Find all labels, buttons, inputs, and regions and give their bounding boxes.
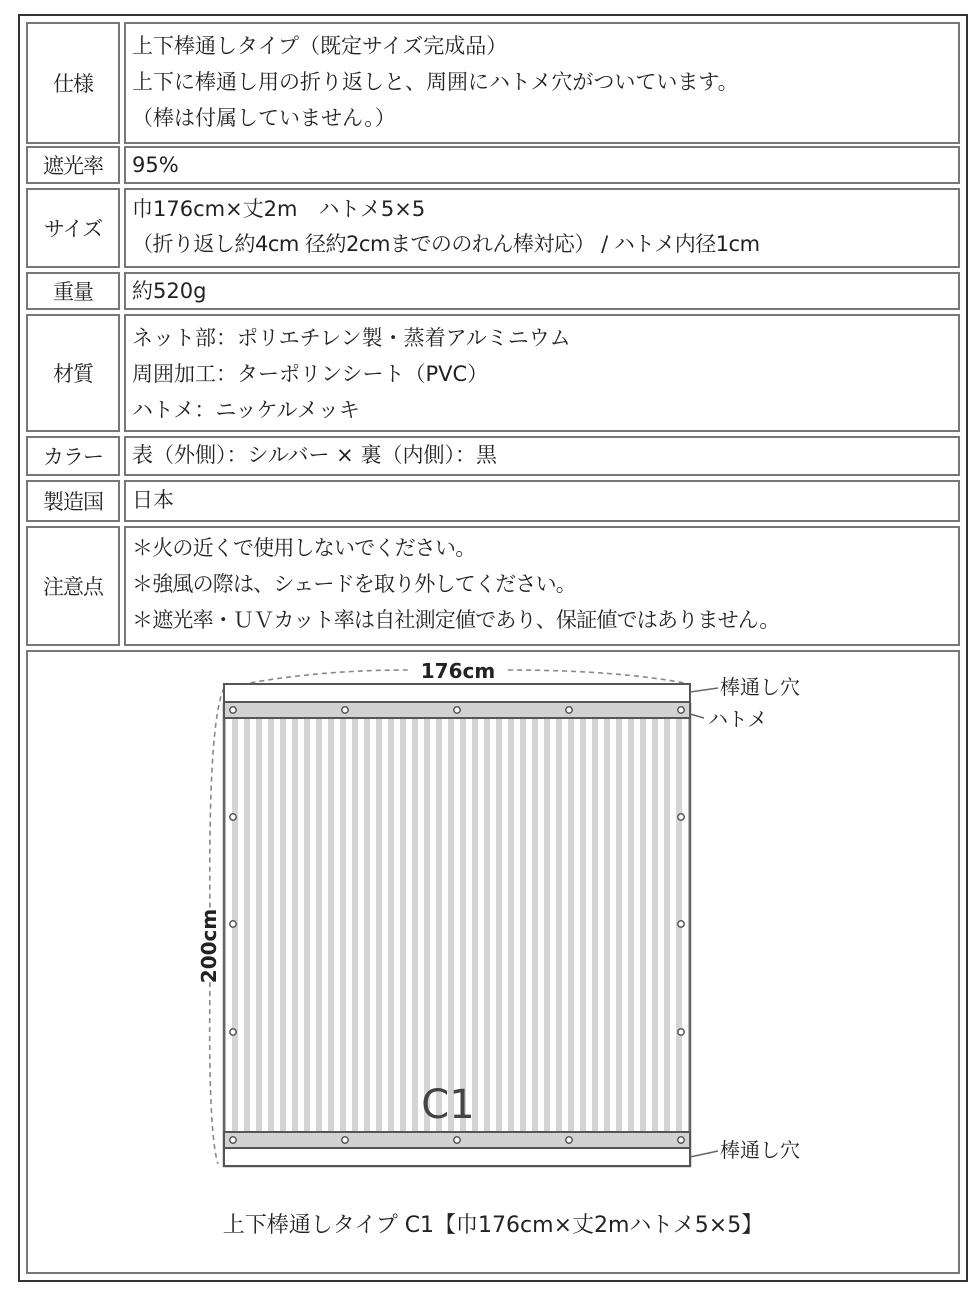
spec-table xyxy=(18,14,968,1282)
grommet xyxy=(454,1137,460,1143)
diagram-caption: 上下棒通しタイプ C1【巾176cm×丈2mハトメ5×5】 xyxy=(222,1213,764,1238)
grommet xyxy=(230,814,236,820)
bottom-rod-hem xyxy=(224,1148,690,1166)
grommet xyxy=(678,1029,684,1035)
value-line: ＊遮光率・ＵＶカット率は自社測定値であり、保証値ではありません。 xyxy=(132,608,780,632)
value-line: 上下棒通しタイプ（既定サイズ完成品） xyxy=(132,34,508,58)
grommet xyxy=(230,707,236,713)
callout-leader xyxy=(690,1151,718,1157)
grommet xyxy=(230,1137,236,1143)
top-rod-hem xyxy=(224,684,690,702)
value-line: 周囲加工：ターポリンシート（PVC） xyxy=(132,362,489,386)
value-line: ネット部：ポリエチレン製・蒸着アルミニウム xyxy=(132,326,571,350)
value-line: ＊火の近くで使用しないでください。 xyxy=(132,536,476,560)
grommet xyxy=(678,921,684,927)
spec-row-origin xyxy=(26,480,960,522)
spec-row-cautions xyxy=(26,526,960,646)
value-line: （折り返し約4cm 径約2cmまでののれん棒対応） / ハトメ内径1cm xyxy=(132,232,760,256)
row-header: 材質 xyxy=(26,314,120,432)
spec-row-size xyxy=(26,188,960,268)
grommet xyxy=(678,814,684,820)
spec-row-color xyxy=(26,436,960,476)
row-value xyxy=(124,314,960,432)
row-header: サイズ xyxy=(26,188,120,268)
row-header: 遮光率 xyxy=(26,146,120,184)
spec-row-specification xyxy=(26,22,960,144)
callout-grommet: ハトメ xyxy=(708,707,768,731)
grommet xyxy=(454,707,460,713)
spec-row-weight xyxy=(26,272,960,310)
row-value xyxy=(124,272,960,310)
width-label: 176cm xyxy=(420,659,496,683)
callout-leader xyxy=(690,714,704,718)
row-header: カラー xyxy=(26,436,120,476)
grommet xyxy=(342,1137,348,1143)
row-header: 仕様 xyxy=(26,22,120,144)
row-value xyxy=(124,526,960,646)
row-value xyxy=(124,436,960,476)
row-header: 製造国 xyxy=(26,480,120,522)
callout-bottom-rod: 棒通し穴 xyxy=(720,1138,800,1162)
row-value xyxy=(124,188,960,268)
model-label: C1 xyxy=(421,1082,475,1128)
row-header: 注意点 xyxy=(26,526,120,646)
value-line: ＊強風の際は、シェードを取り外してください。 xyxy=(132,572,576,596)
spec-row-material xyxy=(26,314,960,432)
callout-top-rod: 棒通し穴 xyxy=(720,675,800,699)
row-value xyxy=(124,22,960,144)
value-line: （棒は付属していません。） xyxy=(132,106,396,130)
value-line: 巾176cm×丈2m ハトメ5×5 xyxy=(132,197,426,221)
grommet xyxy=(230,1029,236,1035)
row-value xyxy=(124,480,960,522)
spec-row-shading-rate xyxy=(26,146,960,184)
value-line: 日本 xyxy=(132,488,174,512)
row-value xyxy=(124,146,960,184)
height-label: 200cm xyxy=(197,908,221,984)
value-line: 上下に棒通し用の折り返しと、周囲にハトメ穴がついています。 xyxy=(132,70,739,94)
product-diagram-cell xyxy=(26,650,960,1274)
row-header: 重量 xyxy=(26,272,120,310)
callout-leader xyxy=(690,688,718,692)
grommet xyxy=(342,707,348,713)
grommet xyxy=(566,707,572,713)
shade-diagram xyxy=(28,652,958,1272)
grommet xyxy=(566,1137,572,1143)
value-line: 95% xyxy=(132,153,179,177)
value-line: 約520g xyxy=(132,279,207,303)
grommet xyxy=(230,921,236,927)
value-line: 表（外側）：シルバー × 裏（内側）：黒 xyxy=(132,443,497,467)
value-line: ハトメ：ニッケルメッキ xyxy=(132,398,360,422)
grommet xyxy=(678,707,684,713)
grommet xyxy=(678,1137,684,1143)
